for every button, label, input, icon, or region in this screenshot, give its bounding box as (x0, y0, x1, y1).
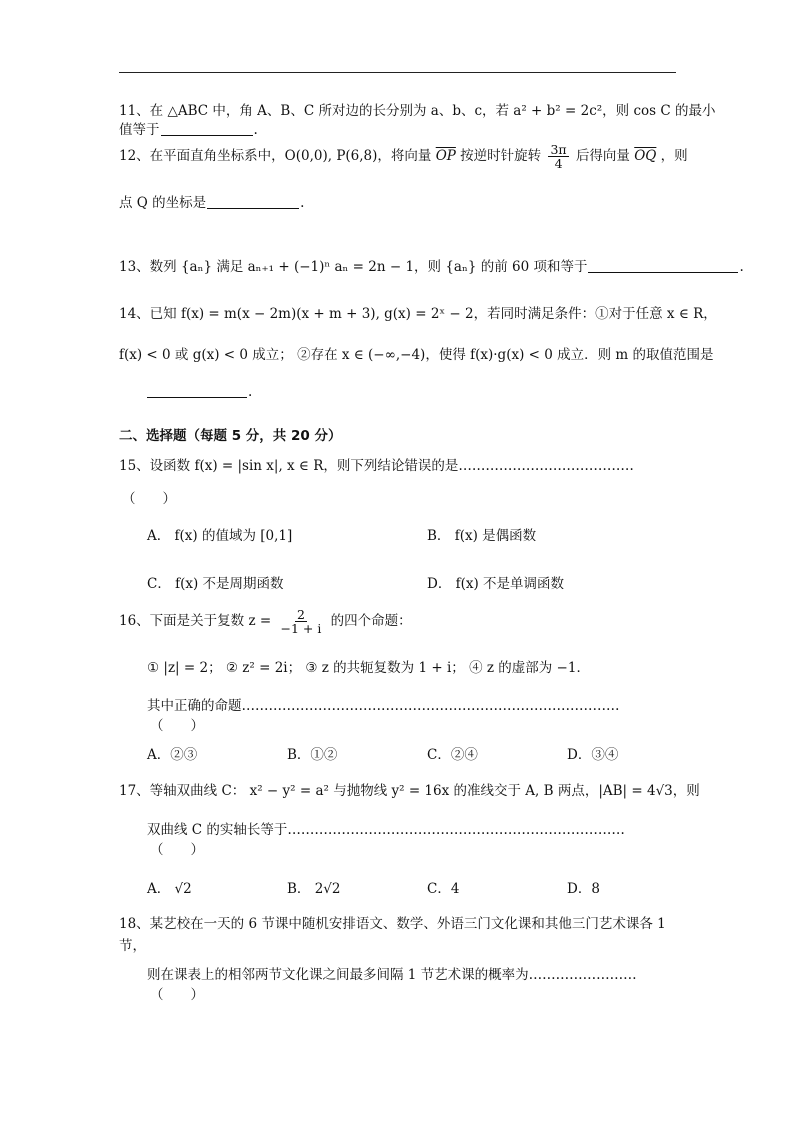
question-16-correct-line: 其中正确的命题………………………………………………………………………… (147, 698, 620, 714)
question-11-suffix: . (253, 122, 258, 138)
question-16-stem (119, 608, 412, 635)
vector-op: $\overline{OP}$ (435, 148, 456, 165)
question-12-prefix: 12、在平面直角坐标系中，O(0,0), P(6,8)，将向量 (119, 148, 432, 165)
question-12-suffix: . (300, 195, 305, 211)
answer-blank-14[interactable] (147, 384, 247, 398)
answer-blank-11[interactable] (161, 122, 253, 136)
q17-option-a[interactable]: A． √2 (147, 881, 192, 897)
complex-fraction (278, 608, 323, 635)
question-12-end: ，则 (660, 148, 688, 165)
fraction-numerator: 2 (296, 607, 305, 622)
question-14-line1 (119, 302, 717, 322)
question-14-suffix: . (248, 384, 253, 400)
q16-option-c[interactable]: C．②④ (427, 747, 478, 763)
question-18-line2: 节， (119, 938, 146, 954)
question-11-answer-prefix: 值等于 (119, 122, 160, 138)
question-15-paren: （ ） (122, 491, 176, 507)
q15-option-c[interactable]: C． f(x) 不是周期函数 (147, 576, 284, 592)
question-11-text: 11、在 △ABC 中，角 A、B、C 所对边的长分别为 a、b、c，若 a² + b² = 2c²，则 cos C 的最小 (119, 103, 716, 119)
question-17-line1: 17、等轴双曲线 C： x² − y² = a² 与抛物线 y² = 16x 的准线交于 A, B 两点，|AB| = 4√3，则 (119, 783, 700, 799)
fraction-numerator: 3π (550, 142, 567, 157)
q16-option-d[interactable]: D．③④ (567, 747, 619, 763)
question-12-line1 (119, 143, 688, 170)
q16-option-a[interactable]: A．②③ (147, 747, 198, 763)
question-12-mid: 按逆时针旋转 (460, 148, 542, 165)
question-13-line1 (119, 255, 744, 275)
q17-option-d[interactable]: D．8 (567, 881, 600, 897)
question-16-propositions: ① |z| = 2； ② z² = 2i； ③ z 的共轭复数为 1 + i； ④ z 的虚部为 −1． (147, 660, 590, 676)
question-12-line2 (119, 191, 304, 211)
header-rule (119, 72, 676, 73)
q15-option-a[interactable]: A． f(x) 的值域为 [0,1] (147, 528, 293, 544)
question-14-text-1: 14、已知 f(x) = m(x − 2m)(x + m + 3), g(x) = 2ˣ − 2，若同时满足条件：①对于任意 x ∈ R， (119, 306, 717, 322)
question-18-paren: （ ） (150, 987, 204, 1003)
answer-blank-13[interactable] (588, 259, 738, 273)
question-14-line3 (146, 384, 252, 400)
question-12-answer-prefix: 点 Q 的坐标是 (119, 195, 207, 211)
question-17-line2: 双曲线 C 的实轴长等于………………………………………………………………… (147, 822, 625, 838)
rotation-fraction (548, 143, 568, 170)
question-15-stem: 15、设函数 f(x) = |sin x|, x ∈ R，则下列结论错误的是………………………………… (119, 458, 634, 474)
answer-blank-12[interactable] (207, 195, 299, 209)
question-18-line1: 18、某艺校在一天的 6 节课中随机安排语文、数学、外语三门文化课和其他三门艺术课各 1 (119, 916, 666, 932)
question-16-paren: （ ） (150, 718, 204, 734)
question-14-text-2: f(x) < 0 或 g(x) < 0 成立； ②存在 x ∈ (−∞,−4)，使得 f(x)·g(x) < 0 成立．则 m 的取值范围是 (119, 347, 714, 363)
question-16-suffix: 的四个命题： (330, 613, 412, 630)
section-2-heading: 二、选择题（每题 5 分，共 20 分） (119, 428, 342, 444)
q17-option-c[interactable]: C．4 (427, 881, 460, 897)
question-12-after: 后得向量 (575, 148, 630, 165)
q15-option-d[interactable]: D． f(x) 不是单调函数 (427, 576, 565, 592)
q17-option-b[interactable]: B． 2√2 (287, 881, 341, 897)
question-18-line3: 则在课表上的相邻两节文化课之间最多间隔 1 节艺术课的概率为…………………… (147, 967, 637, 983)
question-11-line1 (119, 99, 716, 119)
question-13-text: 13、数列 {aₙ} 满足 aₙ₊₁ + (−1)ⁿ aₙ = 2n − 1，则 {aₙ} 的前 60 项和等于 (119, 259, 588, 275)
fraction-denominator: −1 + i (280, 621, 322, 637)
question-17-paren: （ ） (150, 842, 204, 858)
fraction-denominator: 4 (554, 156, 563, 172)
q16-option-b[interactable]: B．①② (287, 747, 338, 763)
question-16-prefix: 16、下面是关于复数 z = (119, 613, 272, 630)
question-13-suffix: . (739, 259, 744, 275)
question-14-line2 (119, 343, 714, 363)
question-11-line2 (119, 118, 258, 138)
vector-oq: $\overline{OQ}$ (634, 148, 657, 165)
q15-option-b[interactable]: B． f(x) 是偶函数 (427, 528, 537, 544)
